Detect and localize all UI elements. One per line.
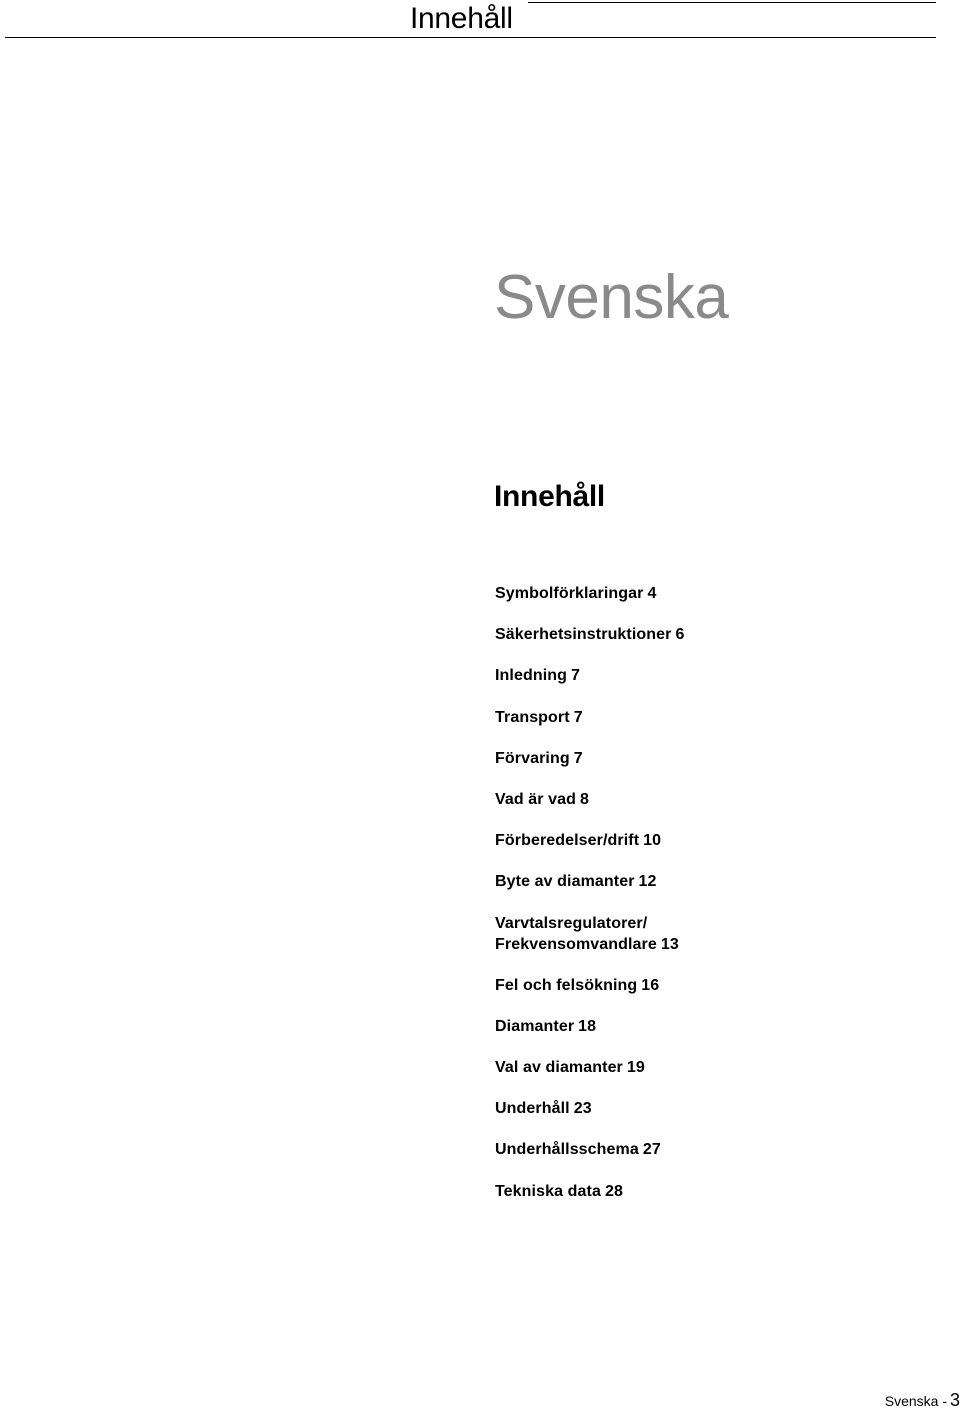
- toc-item-underhallsschema[interactable]: [495, 1139, 915, 1160]
- language-title: Svenska: [494, 263, 729, 332]
- table-of-contents: [495, 583, 915, 1222]
- toc-item-title: Vad är vad: [495, 790, 577, 808]
- footer-label: Svenska -: [884, 1393, 947, 1409]
- toc-item-title: Förvaring: [495, 749, 570, 767]
- toc-item-forvaring[interactable]: [495, 748, 915, 769]
- toc-item-page: 18: [578, 1017, 597, 1035]
- toc-item-page: 28: [604, 1182, 623, 1200]
- toc-item-title: Varvtalsregulatorer/: [495, 914, 648, 932]
- toc-item-underhall[interactable]: [495, 1098, 915, 1119]
- footer-page-number: 3: [949, 1390, 960, 1410]
- toc-item-sakerhetsinstruktioner[interactable]: [495, 624, 915, 645]
- toc-item-diamanter[interactable]: [495, 1016, 915, 1037]
- toc-item-title: Symbolförklaringar: [495, 585, 644, 602]
- toc-item-title: Förberedelser/drift: [495, 832, 640, 850]
- toc-item-varvtalsregulatorer[interactable]: [495, 913, 915, 955]
- page-footer: [885, 1390, 960, 1411]
- toc-heading: Innehåll: [494, 480, 605, 513]
- toc-item-title: Inledning: [495, 667, 568, 685]
- toc-item-title: Diamanter: [495, 1017, 575, 1035]
- toc-item-page: 19: [626, 1059, 645, 1077]
- header-divider: [5, 37, 936, 38]
- toc-item-page: 16: [641, 976, 660, 994]
- toc-item-val-av-diamanter[interactable]: [495, 1057, 915, 1078]
- toc-item-page: 4: [647, 585, 657, 602]
- toc-item-title: Val av diamanter: [495, 1059, 623, 1077]
- toc-item-page: 7: [573, 749, 583, 767]
- toc-item-title: Transport: [495, 708, 570, 726]
- toc-item-transport[interactable]: [495, 707, 915, 728]
- toc-item-tekniska-data[interactable]: [495, 1181, 915, 1202]
- toc-item-vad-ar-vad[interactable]: [495, 789, 915, 810]
- toc-item-page: 23: [573, 1100, 592, 1118]
- toc-item-fel-och-felsokning[interactable]: [495, 975, 915, 996]
- toc-item-forberedelser-drift[interactable]: [495, 830, 915, 851]
- header-top-rule: [528, 2, 936, 3]
- toc-item-symbolforklaringar[interactable]: [495, 583, 915, 604]
- page-header-title: Innehåll: [410, 2, 513, 35]
- toc-item-title: Fel och felsökning: [495, 976, 638, 994]
- toc-item-byte-av-diamanter[interactable]: [495, 871, 915, 892]
- toc-item-page: 12: [638, 873, 657, 891]
- toc-item-title: Säkerhetsinstruktioner: [495, 626, 672, 644]
- toc-item-page: 10: [643, 832, 662, 850]
- toc-item-page: 7: [571, 667, 581, 685]
- toc-item-page: 8: [580, 790, 590, 808]
- toc-item-title: Tekniska data: [495, 1182, 601, 1200]
- toc-item-inledning[interactable]: [495, 665, 915, 686]
- toc-item-page: 27: [642, 1141, 661, 1159]
- toc-item-page: 7: [573, 708, 583, 726]
- toc-item-title-line2: Frekvensomvandlare: [495, 935, 657, 953]
- toc-item-page: 6: [675, 626, 685, 644]
- toc-item-page: 13: [660, 935, 679, 953]
- toc-item-title: Byte av diamanter: [495, 873, 635, 891]
- toc-item-title: Underhållsschema: [495, 1141, 639, 1159]
- toc-item-title: Underhåll: [495, 1100, 570, 1118]
